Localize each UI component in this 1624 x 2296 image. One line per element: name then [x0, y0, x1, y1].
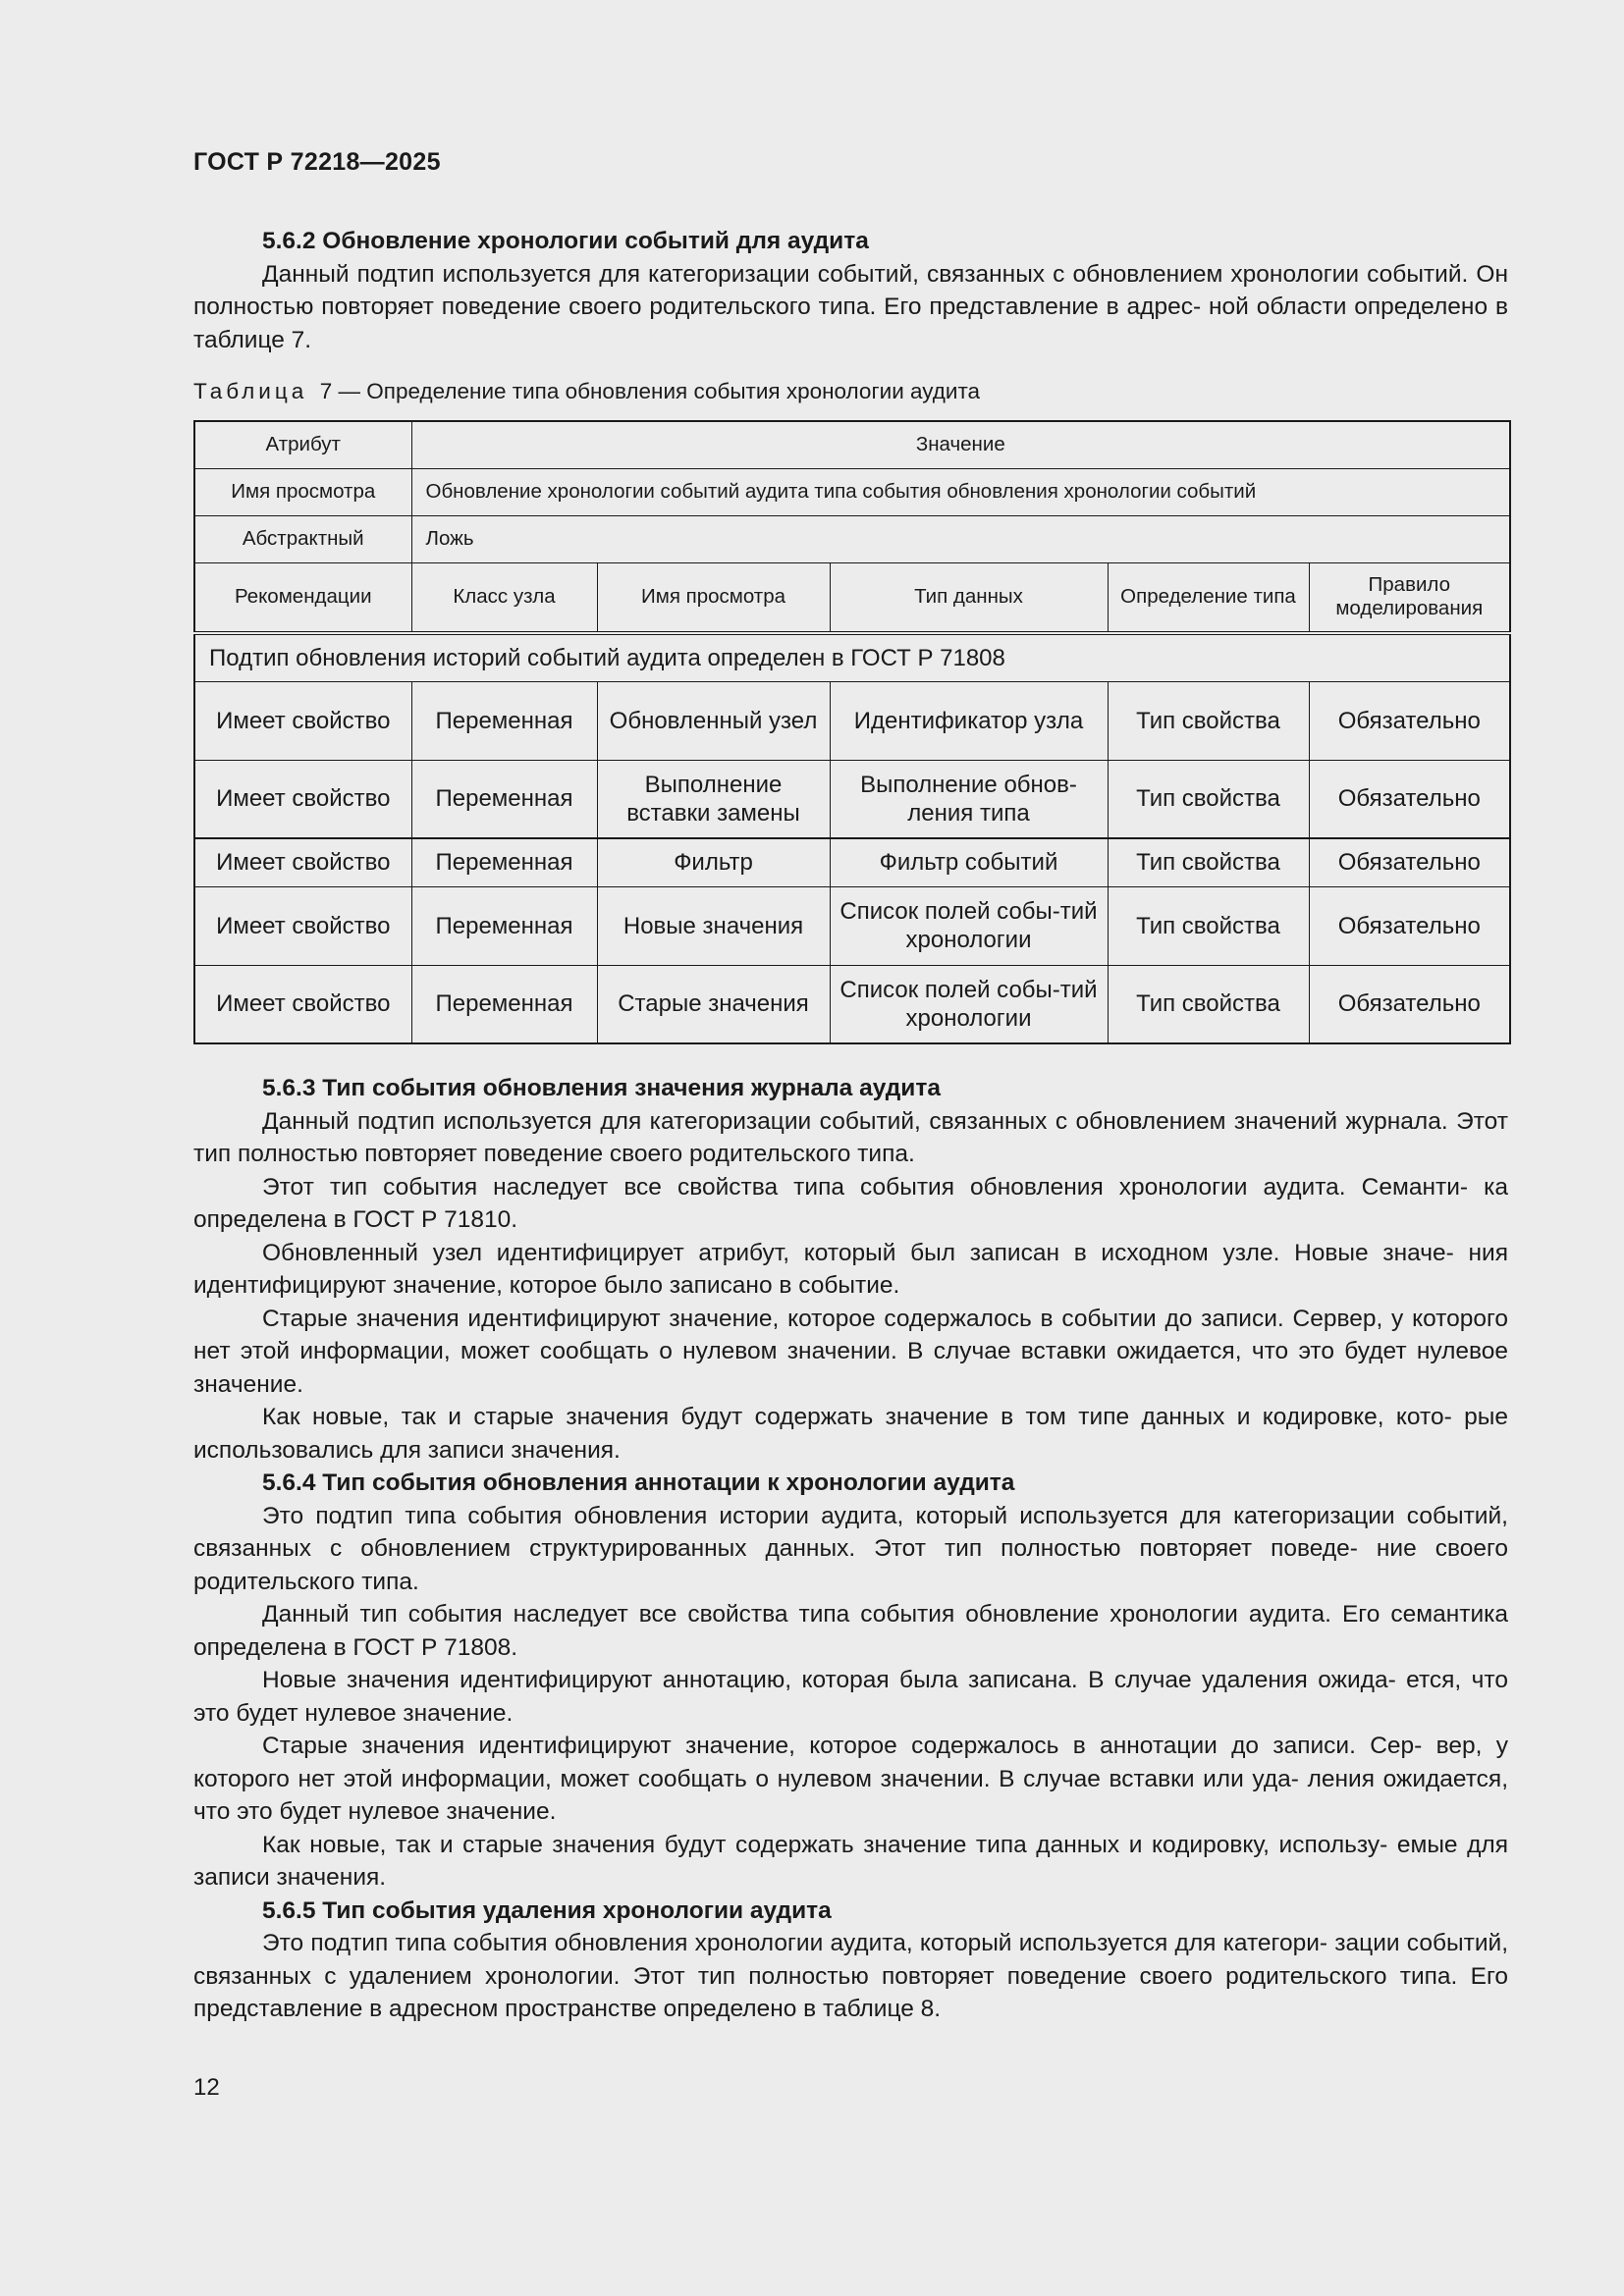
table-cell: Имеет свойство: [194, 965, 411, 1043]
table-cell: Тип свойства: [1108, 886, 1309, 965]
table-row: [194, 681, 1510, 760]
table-cell: Абстрактный: [194, 515, 411, 562]
value-header-cell: Значение: [411, 421, 1510, 468]
section-heading: 5.6.4 Тип события обновления аннотации к хронологии аудита: [262, 1469, 1015, 1496]
table-cell: Обновленный узел: [597, 681, 830, 760]
table-7: [193, 420, 1511, 1044]
table-row: [194, 965, 1510, 1043]
table-cell: Тип свойства: [1108, 681, 1309, 760]
table-row: [194, 515, 1510, 562]
table-row: [194, 838, 1510, 886]
table-cell: Обязательно: [1309, 760, 1510, 838]
column-header: Определение типа: [1108, 562, 1309, 633]
section-heading: 5.6.5 Тип события удаления хронологии аудита: [262, 1896, 832, 1924]
paragraph: Старые значения идентифицируют значение, которое содержалось в аннотации до записи. Сер- вер, у которого нет этой информации, может сообщать о нулевом значении. В случае вставки или уда- ления ожидается, что это будет нулевое значение.: [193, 1733, 1509, 1825]
table-cell: Переменная: [411, 965, 597, 1043]
table-cell: Переменная: [411, 681, 597, 760]
paragraph: Данный подтип используется для категоризации событий, связанных с обновлением значений журнала. Этот тип полностью повторяет поведение своего родительского типа.: [193, 1107, 1508, 1167]
table-cell: Имеет свойство: [194, 681, 411, 760]
table-cell: Обновление хронологии событий аудита типа события обновления хронологии событий: [411, 468, 1510, 515]
table-row: [194, 760, 1510, 838]
table-cell: Тип свойства: [1108, 760, 1309, 838]
table-cell: Имеет свойство: [194, 886, 411, 965]
table-columns-row: [194, 562, 1510, 633]
sections-5-6-3-to-5-6-5: [193, 1072, 1508, 2026]
table-caption: Таблица 7 — Определение типа обновления события хронологии аудита: [193, 379, 981, 403]
table-cell: Имеет свойство: [194, 760, 411, 838]
table-cell: Идентификатор узла: [830, 681, 1108, 760]
table-cell: Обязательно: [1309, 965, 1510, 1043]
table-cell: Обязательно: [1309, 681, 1510, 760]
paragraph: Как новые, так и старые значения будут содержать значение типа данных и кодировку, использу- емые для записи значения.: [193, 1831, 1508, 1891]
table-cell: Тип свойства: [1108, 838, 1309, 886]
table-cell: Переменная: [411, 760, 597, 838]
table-cell: Новые значения: [597, 886, 830, 965]
column-header: Имя просмотра: [597, 562, 830, 633]
table-cell: Тип свойства: [1108, 965, 1309, 1043]
paragraph: Данный подтип используется для категоризации событий, связанных с обновлением хронологии событий. Он полностью повторяет поведение своего родительского типа. Его представление в адрес- ной области определено в таблице 7.: [193, 260, 1509, 353]
column-header: Правило моделирования: [1309, 562, 1510, 633]
paragraph: Данный тип события наследует все свойства типа события обновление хронологии аудита. Его семантика определена в ГОСТ Р 71808.: [193, 1601, 1509, 1661]
column-header: Рекомендации: [194, 562, 411, 633]
table-cell: Список полей собы-тий хронологии: [830, 886, 1108, 965]
table-cell: Старые значения: [597, 965, 830, 1043]
document-header: ГОСТ Р 72218—2025: [193, 148, 441, 176]
paragraph: Это подтип типа события обновления хронологии аудита, который используется для категори- зации событий, связанных с удалением хронологии. Этот тип полностью повторяет поведение своего родительского типа. Его представление в адресном пространстве определено в таблице 8.: [193, 1930, 1508, 2022]
paragraph: Обновленный узел идентифицирует атрибут, который был записан в исходном узле. Новые значе- ния идентифицируют значение, которое было записано в событие.: [193, 1239, 1509, 1299]
table-cell: Переменная: [411, 838, 597, 886]
paragraph: Этот тип события наследует все свойства типа события обновления хронологии аудита. Семанти- ка определена в ГОСТ Р 71810.: [193, 1173, 1508, 1233]
table-cell: Имеет свойство: [194, 838, 411, 886]
section-heading: 5.6.3 Тип события обновления значения журнала аудита: [262, 1075, 941, 1101]
table-cell: Имя просмотра: [194, 468, 411, 515]
table-cell: Подтип обновления историй событий аудита определен в ГОСТ Р 71808: [194, 633, 1510, 681]
paragraph: Как новые, так и старые значения будут содержать значение в том типе данных и кодировке, кото- рые использовались для записи значения.: [193, 1404, 1508, 1464]
attr-header-cell: Атрибут: [194, 421, 411, 468]
table-cell: Фильтр событий: [830, 838, 1108, 886]
table-row: [194, 468, 1510, 515]
table-cell: Переменная: [411, 886, 597, 965]
column-header: Класс узла: [411, 562, 597, 633]
table-cell: Обязательно: [1309, 838, 1510, 886]
table-row: [194, 886, 1510, 965]
table-cell: Выполнение обнов-ления типа: [830, 760, 1108, 838]
table-cell: Ложь: [411, 515, 1510, 562]
paragraph: Старые значения идентифицируют значение, которое содержалось в событии до записи. Сервер, у которого нет этой информации, может сообщать о нулевом значении. В случае вставки ожидается, что это будет нулевое значение.: [193, 1305, 1508, 1398]
section-5-6-2: [193, 225, 1508, 356]
table-cell: Список полей собы-тий хронологии: [830, 965, 1108, 1043]
table-cell: Фильтр: [597, 838, 830, 886]
page-number: 12: [193, 2074, 220, 2101]
table-cell: Выполнение вставки замены: [597, 760, 830, 838]
paragraph: Это подтип типа события обновления истории аудита, который используется для категоризации событий, связанных с обновлением структурированных данных. Этот тип полностью повторяет поведе- ние своего родительского типа.: [193, 1502, 1508, 1595]
table-cell: Обязательно: [1309, 886, 1510, 965]
table-row: [194, 633, 1510, 681]
table-header-row: [194, 421, 1510, 468]
paragraph: Новые значения идентифицируют аннотацию, которая была записана. В случае удаления ожида- ется, что это будет нулевое значение.: [193, 1667, 1508, 1727]
column-header: Тип данных: [830, 562, 1108, 633]
section-heading: 5.6.2 Обновление хронологии событий для аудита: [262, 228, 869, 254]
